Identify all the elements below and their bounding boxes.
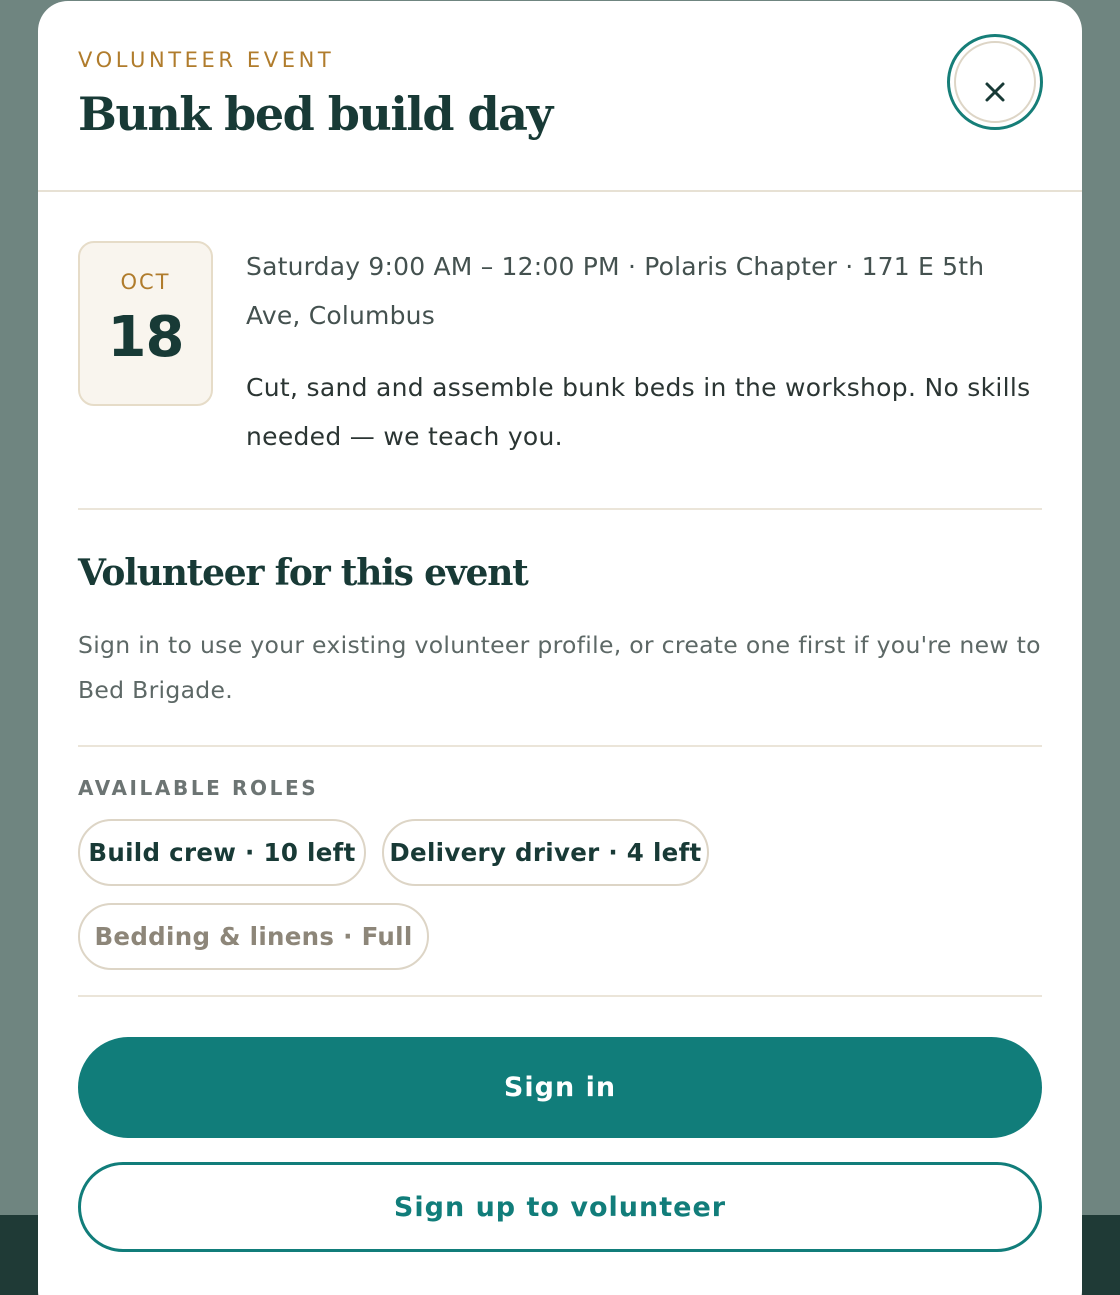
divider <box>78 745 1042 747</box>
event-type-eyebrow: VOLUNTEER EVENT <box>78 48 335 72</box>
event-modal <box>38 1 1082 1295</box>
close-button[interactable] <box>947 34 1043 130</box>
volunteer-section-title: Volunteer for this event <box>78 552 528 594</box>
modal-header <box>38 1 1082 192</box>
event-meta: Saturday 9:00 AM – 12:00 PM · Polaris Chapter · 171 E 5th Ave, Columbus <box>246 252 985 330</box>
divider <box>78 995 1042 997</box>
role-chip-build-crew[interactable]: Build crew · 10 left <box>78 819 366 886</box>
sign-up-button[interactable]: Sign up to volunteer <box>78 1162 1042 1252</box>
close-icon <box>950 37 1040 127</box>
event-description: Cut, sand and assemble bunk beds in the workshop. No skills needed — we teach you. <box>246 373 1031 451</box>
divider <box>78 508 1042 510</box>
sign-in-button[interactable]: Sign in <box>78 1037 1042 1138</box>
role-chip-bedding-linens: Bedding & linens · Full <box>78 903 429 970</box>
volunteer-help-text: Sign in to use your existing volunteer profile, or create one first if you're new to Bed Brigade. <box>78 631 1041 704</box>
modal-title: Bunk bed build day <box>78 87 552 141</box>
event-date-day: 18 <box>107 305 184 370</box>
roles-label: AVAILABLE ROLES <box>78 776 319 800</box>
event-date-month: OCT <box>120 270 171 294</box>
role-chip-delivery-driver[interactable]: Delivery driver · 4 left <box>382 819 709 886</box>
event-date-badge <box>78 241 213 406</box>
